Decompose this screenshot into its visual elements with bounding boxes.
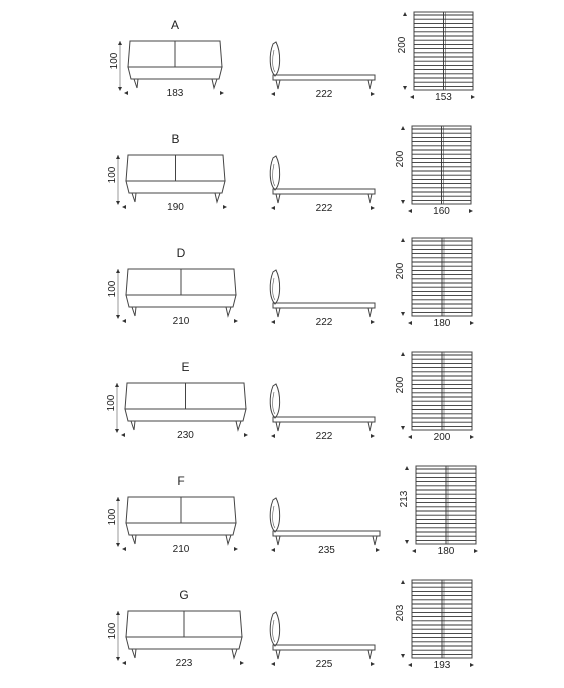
bed-base	[125, 409, 246, 421]
dimension-arrow	[412, 549, 416, 553]
leg	[132, 193, 136, 202]
leg	[131, 421, 135, 430]
leg	[368, 194, 372, 203]
dimension-arrow	[124, 91, 128, 95]
dimension-arrow	[401, 312, 405, 316]
leg	[132, 535, 136, 544]
dimension-arrow	[116, 155, 120, 159]
leg	[132, 649, 136, 658]
top-length-label: 200	[395, 262, 406, 280]
dimension-arrow	[116, 497, 120, 501]
dimension-arrow	[271, 206, 275, 210]
top-length-label: 203	[395, 604, 406, 622]
bed-frame	[273, 645, 375, 650]
top-length-label: 200	[397, 36, 408, 54]
side-view	[270, 270, 375, 328]
dimension-arrow	[244, 433, 248, 437]
bed-base	[128, 67, 222, 79]
dimension-arrow	[116, 611, 120, 615]
front-view	[107, 132, 227, 213]
dimension-arrow	[474, 549, 478, 553]
top-view	[395, 352, 474, 443]
side-length-label: 222	[315, 89, 333, 100]
dimension-arrow	[271, 548, 275, 552]
headboard-profile	[270, 498, 279, 532]
leg	[226, 535, 231, 544]
dimension-arrow	[234, 319, 238, 323]
dimension-arrow	[405, 540, 409, 544]
dimension-arrow	[122, 661, 126, 665]
front-width-label: 210	[172, 316, 190, 327]
bed-base	[126, 295, 236, 307]
dimension-arrow	[470, 663, 474, 667]
dimension-arrow	[403, 86, 407, 90]
front-view	[107, 246, 238, 327]
row-b	[107, 126, 473, 217]
bed-frame	[273, 303, 375, 308]
headboard-profile	[270, 384, 279, 418]
leg	[276, 422, 280, 431]
dimension-arrow	[271, 92, 275, 96]
leg	[276, 80, 280, 89]
leg	[212, 79, 217, 88]
side-view	[270, 42, 375, 100]
top-width-label: 180	[437, 546, 455, 557]
row-e	[106, 352, 474, 443]
bed-base	[126, 523, 236, 535]
top-length-label: 200	[395, 376, 406, 394]
dimension-arrow	[118, 41, 122, 45]
dimension-arrow	[240, 661, 244, 665]
dimension-arrow	[371, 206, 375, 210]
dimension-arrow	[376, 548, 380, 552]
side-view	[270, 498, 380, 556]
headboard-inner	[273, 506, 275, 528]
leg	[368, 80, 372, 89]
dimension-arrow	[121, 433, 125, 437]
front-height-label: 100	[107, 508, 118, 526]
dimension-arrow	[122, 319, 126, 323]
model-label: A	[170, 18, 180, 32]
leg	[373, 536, 377, 545]
dimension-arrow	[115, 429, 119, 433]
top-width-label: 153	[435, 92, 452, 103]
headboard-inner	[273, 164, 275, 186]
top-view	[397, 12, 475, 103]
dimension-arrow	[403, 12, 407, 16]
top-length-label: 200	[395, 150, 406, 168]
dimension-arrow	[471, 95, 475, 99]
leg	[368, 422, 372, 431]
front-view	[109, 18, 224, 99]
headboard-profile	[270, 156, 279, 190]
front-view	[106, 360, 248, 441]
top-width-label: 193	[433, 660, 451, 671]
dimension-arrow	[401, 426, 405, 430]
front-view	[107, 588, 244, 669]
leg	[232, 649, 237, 658]
dimension-arrow	[371, 320, 375, 324]
dimension-arrow	[408, 209, 412, 213]
front-width-label: 230	[177, 430, 194, 441]
top-view	[399, 466, 478, 557]
top-length-label: 213	[399, 490, 410, 508]
front-height-label: 100	[106, 394, 117, 412]
top-view	[395, 580, 474, 671]
dimension-arrow	[122, 205, 126, 209]
top-width-label: 200	[433, 432, 451, 443]
dimension-arrow	[371, 434, 375, 438]
leg	[276, 308, 280, 317]
dimension-arrow	[115, 383, 119, 387]
front-height-label: 100	[107, 280, 118, 298]
top-view	[395, 126, 473, 217]
dimension-arrow	[405, 466, 409, 470]
bed-base	[126, 637, 242, 649]
headboard-profile	[270, 42, 279, 76]
dimension-arrow	[470, 435, 474, 439]
dimension-arrow	[469, 209, 473, 213]
front-height-label: 100	[107, 166, 118, 184]
model-label: F	[177, 474, 185, 488]
leg	[132, 307, 136, 316]
dimension-arrow	[401, 238, 405, 242]
side-view	[270, 612, 375, 670]
side-view	[270, 156, 375, 214]
model-label: G	[179, 588, 189, 602]
leg	[368, 650, 372, 659]
model-label: D	[176, 246, 186, 260]
headboard-profile	[270, 612, 279, 646]
headboard-inner	[273, 392, 275, 414]
headboard-inner	[273, 50, 275, 72]
dimension-arrow	[401, 580, 405, 584]
front-height-label: 100	[109, 52, 120, 70]
dimension-arrow	[401, 654, 405, 658]
dimension-arrow	[371, 662, 375, 666]
side-length-label: 222	[315, 431, 333, 442]
front-height-label: 100	[107, 622, 118, 640]
dimension-arrow	[470, 321, 474, 325]
headboard-profile	[270, 270, 279, 304]
leg	[226, 307, 231, 316]
dimension-arrow	[371, 92, 375, 96]
top-width-label: 180	[433, 318, 451, 329]
leg	[276, 194, 280, 203]
leg	[134, 79, 138, 88]
dimension-arrow	[116, 543, 120, 547]
dimension-arrow	[408, 435, 412, 439]
dimension-arrow	[401, 126, 405, 130]
model-label: B	[171, 132, 180, 146]
headboard-inner	[273, 278, 275, 300]
dimension-arrow	[116, 201, 120, 205]
dimension-arrow	[408, 321, 412, 325]
headboard-inner	[273, 620, 275, 642]
row-g	[107, 580, 474, 671]
dimension-arrow	[122, 547, 126, 551]
dimension-arrow	[116, 657, 120, 661]
leg	[276, 650, 280, 659]
row-a	[109, 12, 475, 103]
side-length-label: 222	[315, 203, 333, 214]
dimension-arrow	[401, 200, 405, 204]
side-length-label: 225	[315, 659, 333, 670]
front-width-label: 190	[167, 202, 184, 213]
bed-frame	[273, 417, 375, 422]
row-f	[107, 466, 478, 557]
bed-frame	[273, 75, 375, 80]
dimension-arrow	[271, 662, 275, 666]
dimension-arrow	[116, 315, 120, 319]
dimension-arrow	[408, 663, 412, 667]
dimension-arrow	[271, 434, 275, 438]
dimension-arrow	[220, 91, 224, 95]
bed-frame	[273, 531, 380, 536]
dimension-arrow	[234, 547, 238, 551]
bed-frame	[273, 189, 375, 194]
leg	[215, 193, 220, 202]
dimension-arrow	[116, 269, 120, 273]
model-label: E	[181, 360, 190, 374]
dimension-arrow	[271, 320, 275, 324]
front-width-label: 210	[172, 544, 190, 555]
leg	[236, 421, 241, 430]
side-length-label: 235	[318, 545, 335, 556]
dimension-arrow	[118, 87, 122, 91]
leg	[368, 308, 372, 317]
leg	[276, 536, 280, 545]
front-width-label: 183	[166, 88, 184, 99]
dimension-arrow	[401, 352, 405, 356]
front-view	[107, 474, 238, 555]
dimension-arrow	[410, 95, 414, 99]
side-length-label: 222	[315, 317, 333, 328]
top-view	[395, 238, 474, 329]
side-view	[270, 384, 375, 442]
row-d	[107, 238, 474, 329]
bed-base	[126, 181, 225, 193]
top-width-label: 160	[433, 206, 450, 217]
front-width-label: 223	[175, 658, 193, 669]
dimension-arrow	[223, 205, 227, 209]
